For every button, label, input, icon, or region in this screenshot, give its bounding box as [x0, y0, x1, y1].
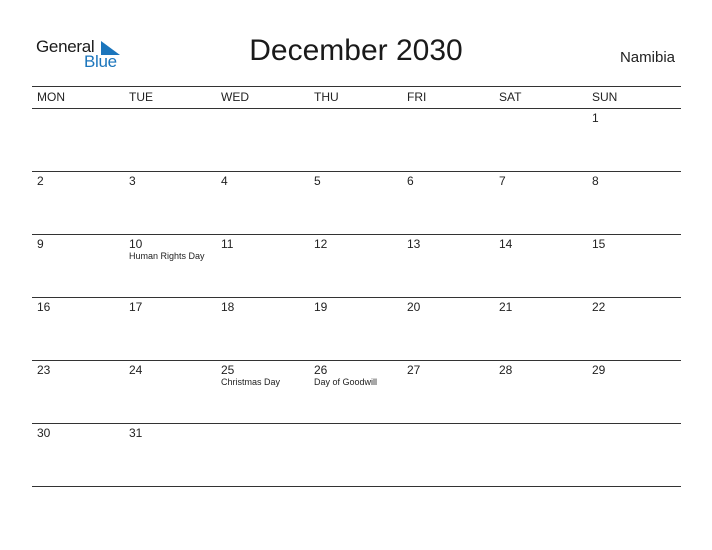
holiday-label: Day of Goodwill: [314, 377, 378, 387]
day-cell: [216, 109, 309, 171]
day-cell: [494, 109, 587, 171]
day-cell: [32, 424, 124, 486]
day-cell: [124, 361, 216, 423]
day-number: 5: [314, 174, 321, 188]
day-number: 4: [221, 174, 228, 188]
day-number: 7: [499, 174, 506, 188]
day-cell: [32, 361, 124, 423]
day-cell: [402, 424, 494, 486]
week-row: [32, 109, 681, 172]
day-number: 3: [129, 174, 136, 188]
day-number: 14: [499, 237, 513, 251]
day-number: 16: [37, 300, 51, 314]
day-cell: [216, 172, 309, 234]
weekday-tue: TUE: [129, 90, 153, 104]
day-cell: [309, 361, 402, 423]
day-cell: [309, 298, 402, 360]
day-cell: [309, 172, 402, 234]
day-number: 8: [592, 174, 599, 188]
day-cell: [402, 298, 494, 360]
day-cell: [494, 298, 587, 360]
day-cell: [216, 235, 309, 297]
day-cell: [587, 172, 681, 234]
day-cell: [402, 109, 494, 171]
day-number: 31: [129, 426, 143, 440]
day-cell: [494, 361, 587, 423]
day-number: 26: [314, 363, 328, 377]
day-cell: [587, 298, 681, 360]
calendar-weeks: [32, 109, 681, 487]
day-number: 12: [314, 237, 328, 251]
day-number: 2: [37, 174, 44, 188]
day-number: 10: [129, 237, 143, 251]
calendar-grid: [32, 86, 681, 487]
day-number: 19: [314, 300, 328, 314]
week-row: [32, 424, 681, 487]
day-cell: [124, 235, 216, 297]
day-cell: [494, 172, 587, 234]
week-row: [32, 298, 681, 361]
logo-text-general: General: [36, 37, 95, 56]
day-number: 21: [499, 300, 513, 314]
day-cell: [32, 172, 124, 234]
day-cell: [124, 298, 216, 360]
day-number: 30: [37, 426, 51, 440]
day-cell: [402, 361, 494, 423]
day-number: 13: [407, 237, 421, 251]
day-cell: [309, 424, 402, 486]
week-row: [32, 361, 681, 424]
day-cell: [494, 424, 587, 486]
country-label: Namibia: [619, 49, 675, 66]
day-number: 1: [592, 111, 599, 125]
weekday-sun: SUN: [592, 90, 618, 104]
day-number: 24: [129, 363, 143, 377]
day-number: 29: [592, 363, 606, 377]
day-number: 22: [592, 300, 606, 314]
weekday-fri: FRI: [407, 90, 427, 104]
weekday-mon: MON: [37, 90, 65, 104]
day-cell: [587, 424, 681, 486]
weekday-wed: WED: [221, 90, 249, 104]
holiday-label: Human Rights Day: [129, 251, 205, 261]
day-cell: [32, 235, 124, 297]
day-number: 27: [407, 363, 421, 377]
day-cell: [309, 109, 402, 171]
day-number: 28: [499, 363, 513, 377]
day-cell: [32, 109, 124, 171]
weekday-sat: SAT: [499, 90, 522, 104]
day-cell: [494, 235, 587, 297]
day-cell: [216, 298, 309, 360]
day-cell: [587, 109, 681, 171]
day-cell: [124, 109, 216, 171]
day-cell: [32, 298, 124, 360]
day-number: 20: [407, 300, 421, 314]
day-number: 18: [221, 300, 235, 314]
day-number: 25: [221, 363, 235, 377]
week-row: [32, 172, 681, 235]
day-cell: [309, 235, 402, 297]
logo-text-blue: Blue: [84, 52, 117, 71]
day-number: 9: [37, 237, 44, 251]
day-cell: [402, 235, 494, 297]
day-cell: [587, 235, 681, 297]
holiday-label: Christmas Day: [221, 377, 281, 387]
day-number: 17: [129, 300, 143, 314]
day-cell: [216, 424, 309, 486]
day-number: 23: [37, 363, 51, 377]
day-cell: [216, 361, 309, 423]
day-number: 6: [407, 174, 414, 188]
week-row: [32, 235, 681, 298]
day-number: 15: [592, 237, 606, 251]
day-cell: [124, 424, 216, 486]
day-cell: [587, 361, 681, 423]
weekday-header-row: [32, 86, 681, 109]
weekday-thu: THU: [314, 90, 339, 104]
calendar-title: December 2030: [249, 34, 463, 67]
day-cell: [124, 172, 216, 234]
day-cell: [402, 172, 494, 234]
day-number: 11: [221, 237, 234, 251]
